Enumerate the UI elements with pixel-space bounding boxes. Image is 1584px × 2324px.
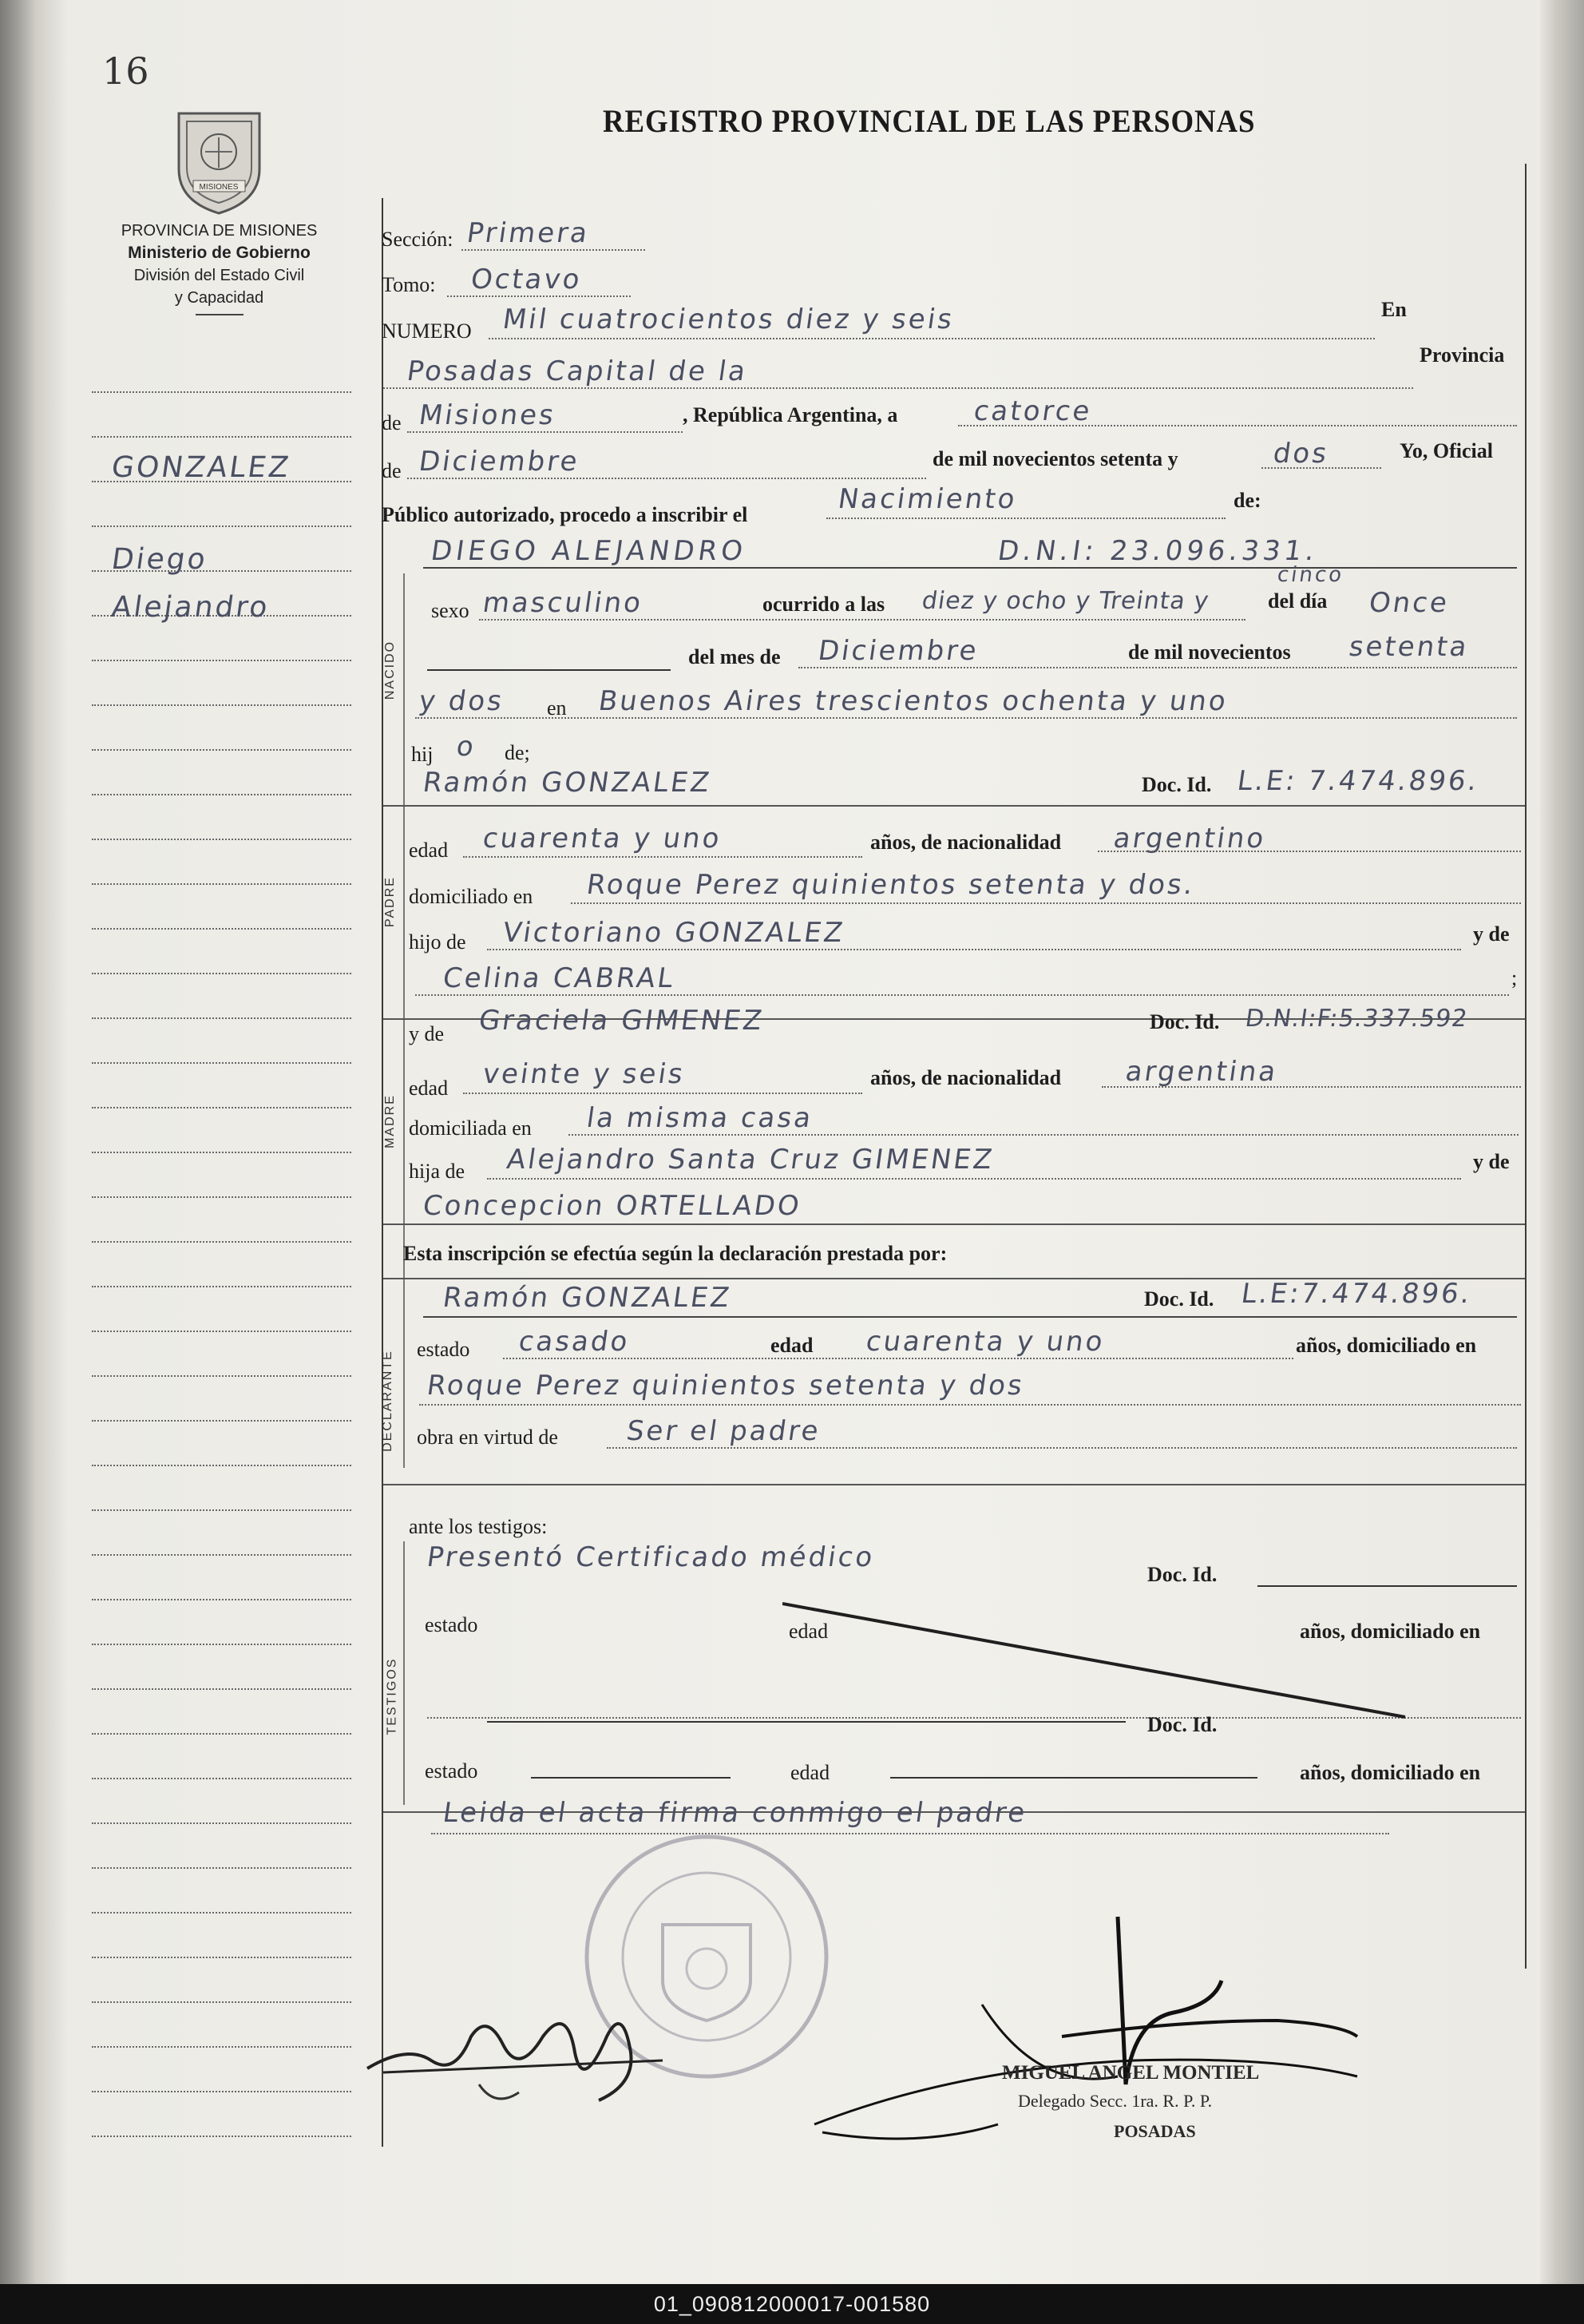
ministry-line: Ministerio de Gobierno — [128, 244, 311, 262]
capacity-line: y Capacidad — [174, 289, 264, 307]
margin-ruled-line — [92, 1822, 351, 1824]
value-testigo: Presentó Certificado médico — [425, 1541, 877, 1573]
line-abuelo-mat — [487, 1178, 1461, 1180]
line-testigo-doc-1 — [1257, 1585, 1517, 1587]
margin-ruled-line — [92, 2046, 351, 2048]
margin-ruled-line — [92, 1599, 351, 1600]
margin-given-1: Diego — [109, 543, 210, 576]
label-padre-doc: Doc. Id. — [1142, 773, 1212, 796]
label-madre-doc: Doc. Id. — [1150, 1010, 1220, 1033]
margin-ruled-line — [92, 2001, 351, 2003]
line-abuela-pat — [415, 994, 1509, 996]
margin-ruled-line — [92, 1957, 351, 1958]
margin-ruled-line — [92, 1062, 351, 1064]
label-madre-edad: edad — [409, 1077, 449, 1100]
margin-ruled-line — [92, 1688, 351, 1690]
line-decl-nombre — [423, 1316, 1517, 1318]
sep-nacido — [383, 805, 1525, 807]
label-padre-anos: años, de nacionalidad — [870, 831, 1062, 854]
line-mes-nac — [798, 667, 1517, 668]
margin-ruled-line — [92, 1912, 351, 1914]
label-testigo-estado-2: estado — [425, 1759, 478, 1783]
file-id-footer: 01_090812000017-001580 — [0, 2284, 1584, 2324]
value-madre-edad: veinte y seis — [481, 1058, 687, 1090]
label-testigos: TESTIGOS — [385, 1657, 399, 1735]
margin-ruled-line — [92, 749, 351, 751]
province-line: PROVINCIA DE MISIONES — [121, 222, 318, 240]
line-sexo — [479, 619, 1245, 621]
ministry-block — [81, 220, 357, 315]
label-sexo: sexo — [431, 599, 469, 622]
margin-ruled-line — [92, 883, 351, 885]
line-obra — [607, 1447, 1517, 1449]
margin-ruled-line — [92, 1286, 351, 1287]
division-line: División del Estado Civil — [133, 267, 305, 284]
value-hij: o — [454, 731, 478, 763]
margin-ruled-line — [92, 973, 351, 974]
margin-ruled-line — [92, 1420, 351, 1422]
line-mes — [407, 478, 926, 479]
value-mes-nac: Diciembre — [816, 635, 981, 667]
value-decl-estado: casado — [517, 1326, 632, 1358]
value-padre-nombre: Ramón GONZALEZ — [421, 767, 714, 799]
value-sexo: masculino — [481, 587, 645, 619]
margin-surname: GONZALEZ — [109, 451, 293, 484]
line-blank-1 — [427, 669, 671, 671]
officer-role: Delegado Secc. 1ra. R. P. P. — [1018, 2091, 1213, 2111]
line-lugar-nac — [415, 717, 1517, 719]
label-hija-de: hija de — [409, 1160, 465, 1183]
value-anio: dos — [1271, 438, 1331, 470]
value-madre-nombre: Graciela GIMENEZ — [477, 1005, 766, 1037]
line-dia — [958, 425, 1517, 426]
line-testigo-estado-2 — [531, 1777, 731, 1779]
margin-ruled-line — [92, 1554, 351, 1556]
label-de-colon: de: — [1234, 489, 1261, 512]
label-decl-edad: edad — [770, 1334, 814, 1357]
margin-ruled-line — [92, 1331, 351, 1332]
label-madre-domiciliada: domiciliada en — [409, 1116, 532, 1140]
value-abuelo-mat: Alejandro Santa Cruz GIMENEZ — [505, 1144, 996, 1176]
label-numero: NUMERO — [382, 319, 472, 343]
value-decl-doc: L.E:7.474.896. — [1239, 1278, 1475, 1310]
margin-ruled-line — [92, 928, 351, 930]
label-de-semicolon: de; — [505, 741, 530, 764]
margin-ruled-line — [92, 525, 351, 527]
label-publico: Público autorizado, procedo a inscribir el — [382, 503, 748, 526]
value-madre-doc: D.N.I:F:5.337.592 — [1243, 1005, 1470, 1033]
line-madre-edad — [463, 1093, 862, 1094]
margin-ruled-line — [92, 1867, 351, 1869]
margin-ruled-line — [92, 1465, 351, 1466]
value-provincia: Misiones — [417, 399, 558, 431]
label-testigo-anos-1: años, domiciliado en — [1300, 1620, 1481, 1643]
label-en-2: en — [547, 696, 567, 720]
officer-name: MIGUEL ANGEL MONTIEL — [1002, 2062, 1260, 2084]
sep-declarante — [383, 1484, 1525, 1485]
value-padre-edad: cuarenta y uno — [481, 823, 724, 855]
label-en: En — [1381, 298, 1407, 321]
label-ocurrido: ocurrido a las — [762, 593, 885, 616]
label-padre: PADRE — [382, 876, 397, 927]
value-dni-nacido: D.N.I: 23.096.331. — [996, 535, 1321, 567]
label-madre-anos: años, de nacionalidad — [870, 1066, 1062, 1089]
value-seccion: Primera — [465, 217, 592, 249]
line-tomo — [447, 295, 631, 297]
value-decl-obra: Ser el padre — [624, 1415, 823, 1447]
label-decl-doc: Doc. Id. — [1144, 1287, 1214, 1311]
margin-ruled-line — [92, 1107, 351, 1108]
label-testigo-doc-1: Doc. Id. — [1147, 1563, 1218, 1586]
margin-given-2: Alejandro — [109, 591, 272, 624]
label-semicolon: ; — [1511, 966, 1518, 989]
section-divider-testigos — [403, 1541, 405, 1805]
margin-ruled-line — [92, 1644, 351, 1645]
label-madre: MADRE — [382, 1094, 397, 1148]
label-del-mes: del mes de — [688, 645, 781, 668]
margin-ruled-line — [92, 1778, 351, 1779]
margin-ruled-line — [92, 1152, 351, 1153]
margin-ruled-line — [92, 1196, 351, 1198]
line-anio — [1261, 467, 1381, 469]
value-anio-nac-2: y dos — [417, 685, 506, 717]
value-hora: diez y ocho y Treinta y — [920, 587, 1211, 615]
line-decl-estado — [503, 1358, 1293, 1359]
value-lugar-nac: Buenos Aires trescientos ochenta y uno — [596, 685, 1230, 717]
ministry-divider — [196, 314, 244, 315]
section-divider — [403, 573, 405, 1468]
right-border — [1525, 164, 1527, 1969]
label-obra: obra en virtud de — [417, 1426, 558, 1449]
line-madre-dom — [568, 1134, 1519, 1136]
label-de-1: de — [382, 411, 402, 434]
value-anio-nac-1: setenta — [1347, 631, 1471, 663]
value-decl-dom: Roque Perez quinientos setenta y dos — [425, 1370, 1027, 1402]
label-padre-domiciliado: domiciliado en — [409, 885, 533, 908]
margin-ruled-line — [92, 436, 351, 438]
line-decl-dom — [419, 1404, 1521, 1406]
label-padre-y-de: y de — [1473, 922, 1510, 946]
value-hora-cinco: cinco — [1275, 563, 1346, 587]
label-decl-anos: años, domiciliado en — [1296, 1334, 1477, 1357]
label-madre-y-de: y de — [409, 1022, 445, 1045]
label-hij: hij — [411, 743, 434, 766]
margin-ruled-line — [92, 660, 351, 661]
line-seccion — [461, 249, 645, 251]
margin-ruled-line — [92, 1733, 351, 1735]
label-testigo-anos-2: años, domiciliado en — [1300, 1761, 1481, 1784]
provincial-emblem — [169, 105, 269, 217]
label-testigo-estado-1: estado — [425, 1613, 478, 1636]
value-tomo: Octavo — [469, 264, 584, 295]
value-padre-nac: argentino — [1111, 823, 1269, 855]
label-tomo: Tomo: — [382, 273, 436, 296]
line-padre-dom — [571, 902, 1521, 904]
line-padre-nac — [1098, 851, 1521, 852]
declarant-signature — [359, 1989, 695, 2124]
label-testigo-doc-2: Doc. Id. — [1147, 1713, 1218, 1736]
line-lugar — [383, 387, 1413, 389]
label-esta-inscripcion: Esta inscripción se efectúa según la declaración prestada por: — [403, 1242, 948, 1265]
page-title: REGISTRO PROVINCIAL DE LAS PERSONAS — [603, 103, 1256, 139]
label-hijo-de: hijo de — [409, 930, 466, 954]
label-nacido: NACIDO — [383, 640, 398, 700]
value-lugar: Posadas Capital de la — [405, 355, 750, 387]
value-mes: Diciembre — [417, 446, 582, 478]
sep-madre — [383, 1223, 1525, 1225]
margin-ruled-line — [92, 1509, 351, 1511]
label-declarante: DECLARANTE — [380, 1350, 394, 1452]
value-madre-nac: argentina — [1123, 1056, 1281, 1088]
value-decl-nombre: Ramón GONZALEZ — [441, 1282, 734, 1314]
margin-ruled-line — [92, 1375, 351, 1377]
value-numero: Mil cuatrocientos diez y seis — [501, 303, 956, 335]
margin-ruled-line — [92, 2136, 351, 2137]
line-padre-edad — [463, 856, 862, 858]
label-de-2: de — [382, 459, 402, 482]
value-dia-nac: Once — [1367, 587, 1451, 619]
label-seccion: Sección: — [382, 228, 453, 251]
margin-ruled-line — [92, 839, 351, 840]
value-dia: catorce — [972, 395, 1095, 427]
label-decl-estado: estado — [417, 1338, 470, 1361]
label-de-mil: de mil novecientos setenta y — [933, 447, 1178, 470]
line-abuelo-pat — [487, 949, 1461, 950]
label-madre-y-de: y de — [1473, 1150, 1510, 1173]
line-testigo-edad-2 — [890, 1777, 1257, 1779]
line-acto — [826, 518, 1226, 519]
value-padre-dom: Roque Perez quinientos setenta y dos. — [584, 869, 1198, 901]
book-edge — [1540, 0, 1584, 2284]
value-abuelo-pat: Victoriano GONZALEZ — [501, 917, 847, 949]
value-padre-doc: L.E: 7.474.896. — [1235, 765, 1482, 797]
margin-ruled-line — [92, 794, 351, 795]
label-padre-edad: edad — [409, 839, 449, 862]
label-testigo-edad-1: edad — [789, 1620, 829, 1643]
page-number: 16 — [102, 50, 149, 93]
label-ante: ante los testigos: — [409, 1515, 548, 1538]
value-nombre: DIEGO ALEJANDRO — [429, 535, 749, 567]
value-madre-dom: la misma casa — [584, 1102, 816, 1134]
label-del-dia: del día — [1268, 589, 1328, 613]
label-republica: , República Argentina, a — [683, 403, 898, 426]
margin-ruled-line — [92, 391, 351, 393]
svg-text:MISIONES: MISIONES — [199, 183, 239, 192]
line-numero — [489, 338, 1375, 339]
margin-divider — [382, 198, 383, 2147]
line-madre-nac — [1102, 1086, 1521, 1088]
margin-ruled-line — [92, 2091, 351, 2092]
testigo-strikeout — [782, 1597, 1437, 1725]
label-yo-oficial: Yo, Oficial — [1400, 439, 1493, 462]
value-abuela-pat: Celina CABRAL — [441, 962, 678, 994]
label-testigo-edad-2: edad — [790, 1761, 830, 1784]
label-de-mil-2: de mil novecientos — [1128, 640, 1291, 664]
line-nombre — [423, 567, 1517, 569]
value-cierre: Leida el acta firma conmigo el padre — [441, 1797, 1030, 1829]
margin-ruled-line — [92, 1241, 351, 1243]
margin-ruled-line — [92, 704, 351, 706]
label-provincia: Provincia — [1420, 343, 1505, 367]
officer-city: POSADAS — [1114, 2121, 1196, 2141]
margin-ruled-line — [92, 1017, 351, 1019]
value-abuela-mat: Concepcion ORTELLADO — [421, 1190, 804, 1222]
value-decl-edad: cuarenta y uno — [864, 1326, 1107, 1358]
value-acto: Nacimiento — [836, 483, 1020, 515]
line-provincia — [407, 431, 683, 433]
